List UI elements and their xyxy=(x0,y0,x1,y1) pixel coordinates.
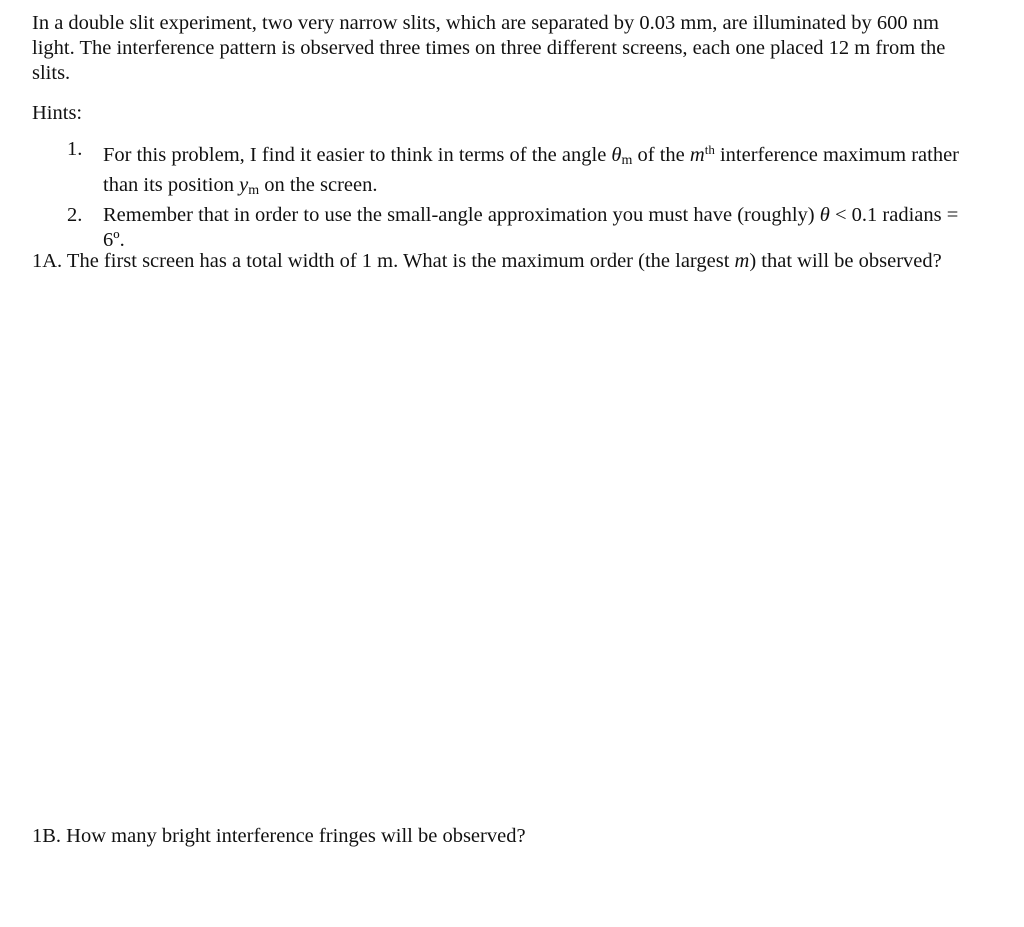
hints-heading: Hints: xyxy=(32,102,83,124)
question-text: 1A. The first screen has a total width of 1 m. What is the maximum order (the largest xyxy=(32,250,730,272)
theta-subscript: m xyxy=(621,153,633,168)
problem-intro: In a double slit experiment, two very narrow slits, which are separated by 0.03 mm, are illuminated by 600 nm light. The interference pattern is observed three times on three different screens, each one placed 12 m from the slits. xyxy=(32,12,946,84)
theta-symbol: θ xyxy=(611,144,622,166)
hint-item xyxy=(32,203,967,253)
theta-symbol: θ xyxy=(819,204,830,226)
y-subscript: m xyxy=(248,183,260,198)
hint-text: For this problem, I find it easier to think in terms of the angle xyxy=(103,144,607,166)
hint-number: 1. xyxy=(67,138,83,160)
hint-text: < 0.1 radians = 6º. xyxy=(103,204,959,251)
hint-text: interference maximum rather than its position xyxy=(103,144,959,196)
question-1b: 1B. How many bright interference fringes will be observed? xyxy=(32,825,526,847)
hint-text: on the screen. xyxy=(264,174,378,196)
hint-text: Remember that in order to use the small-angle approximation you must have (roughly) xyxy=(103,204,815,226)
question-1a xyxy=(32,249,954,274)
y-symbol: y xyxy=(239,174,249,196)
hint-text: of the xyxy=(637,144,685,166)
question-text: ) that will be observed? xyxy=(749,250,942,272)
hint-number: 2. xyxy=(67,204,83,226)
m-superscript: th xyxy=(704,142,715,157)
hints-list xyxy=(32,137,967,253)
hint-item xyxy=(32,137,967,203)
m-symbol: m xyxy=(689,144,705,166)
m-symbol: m xyxy=(734,250,750,272)
